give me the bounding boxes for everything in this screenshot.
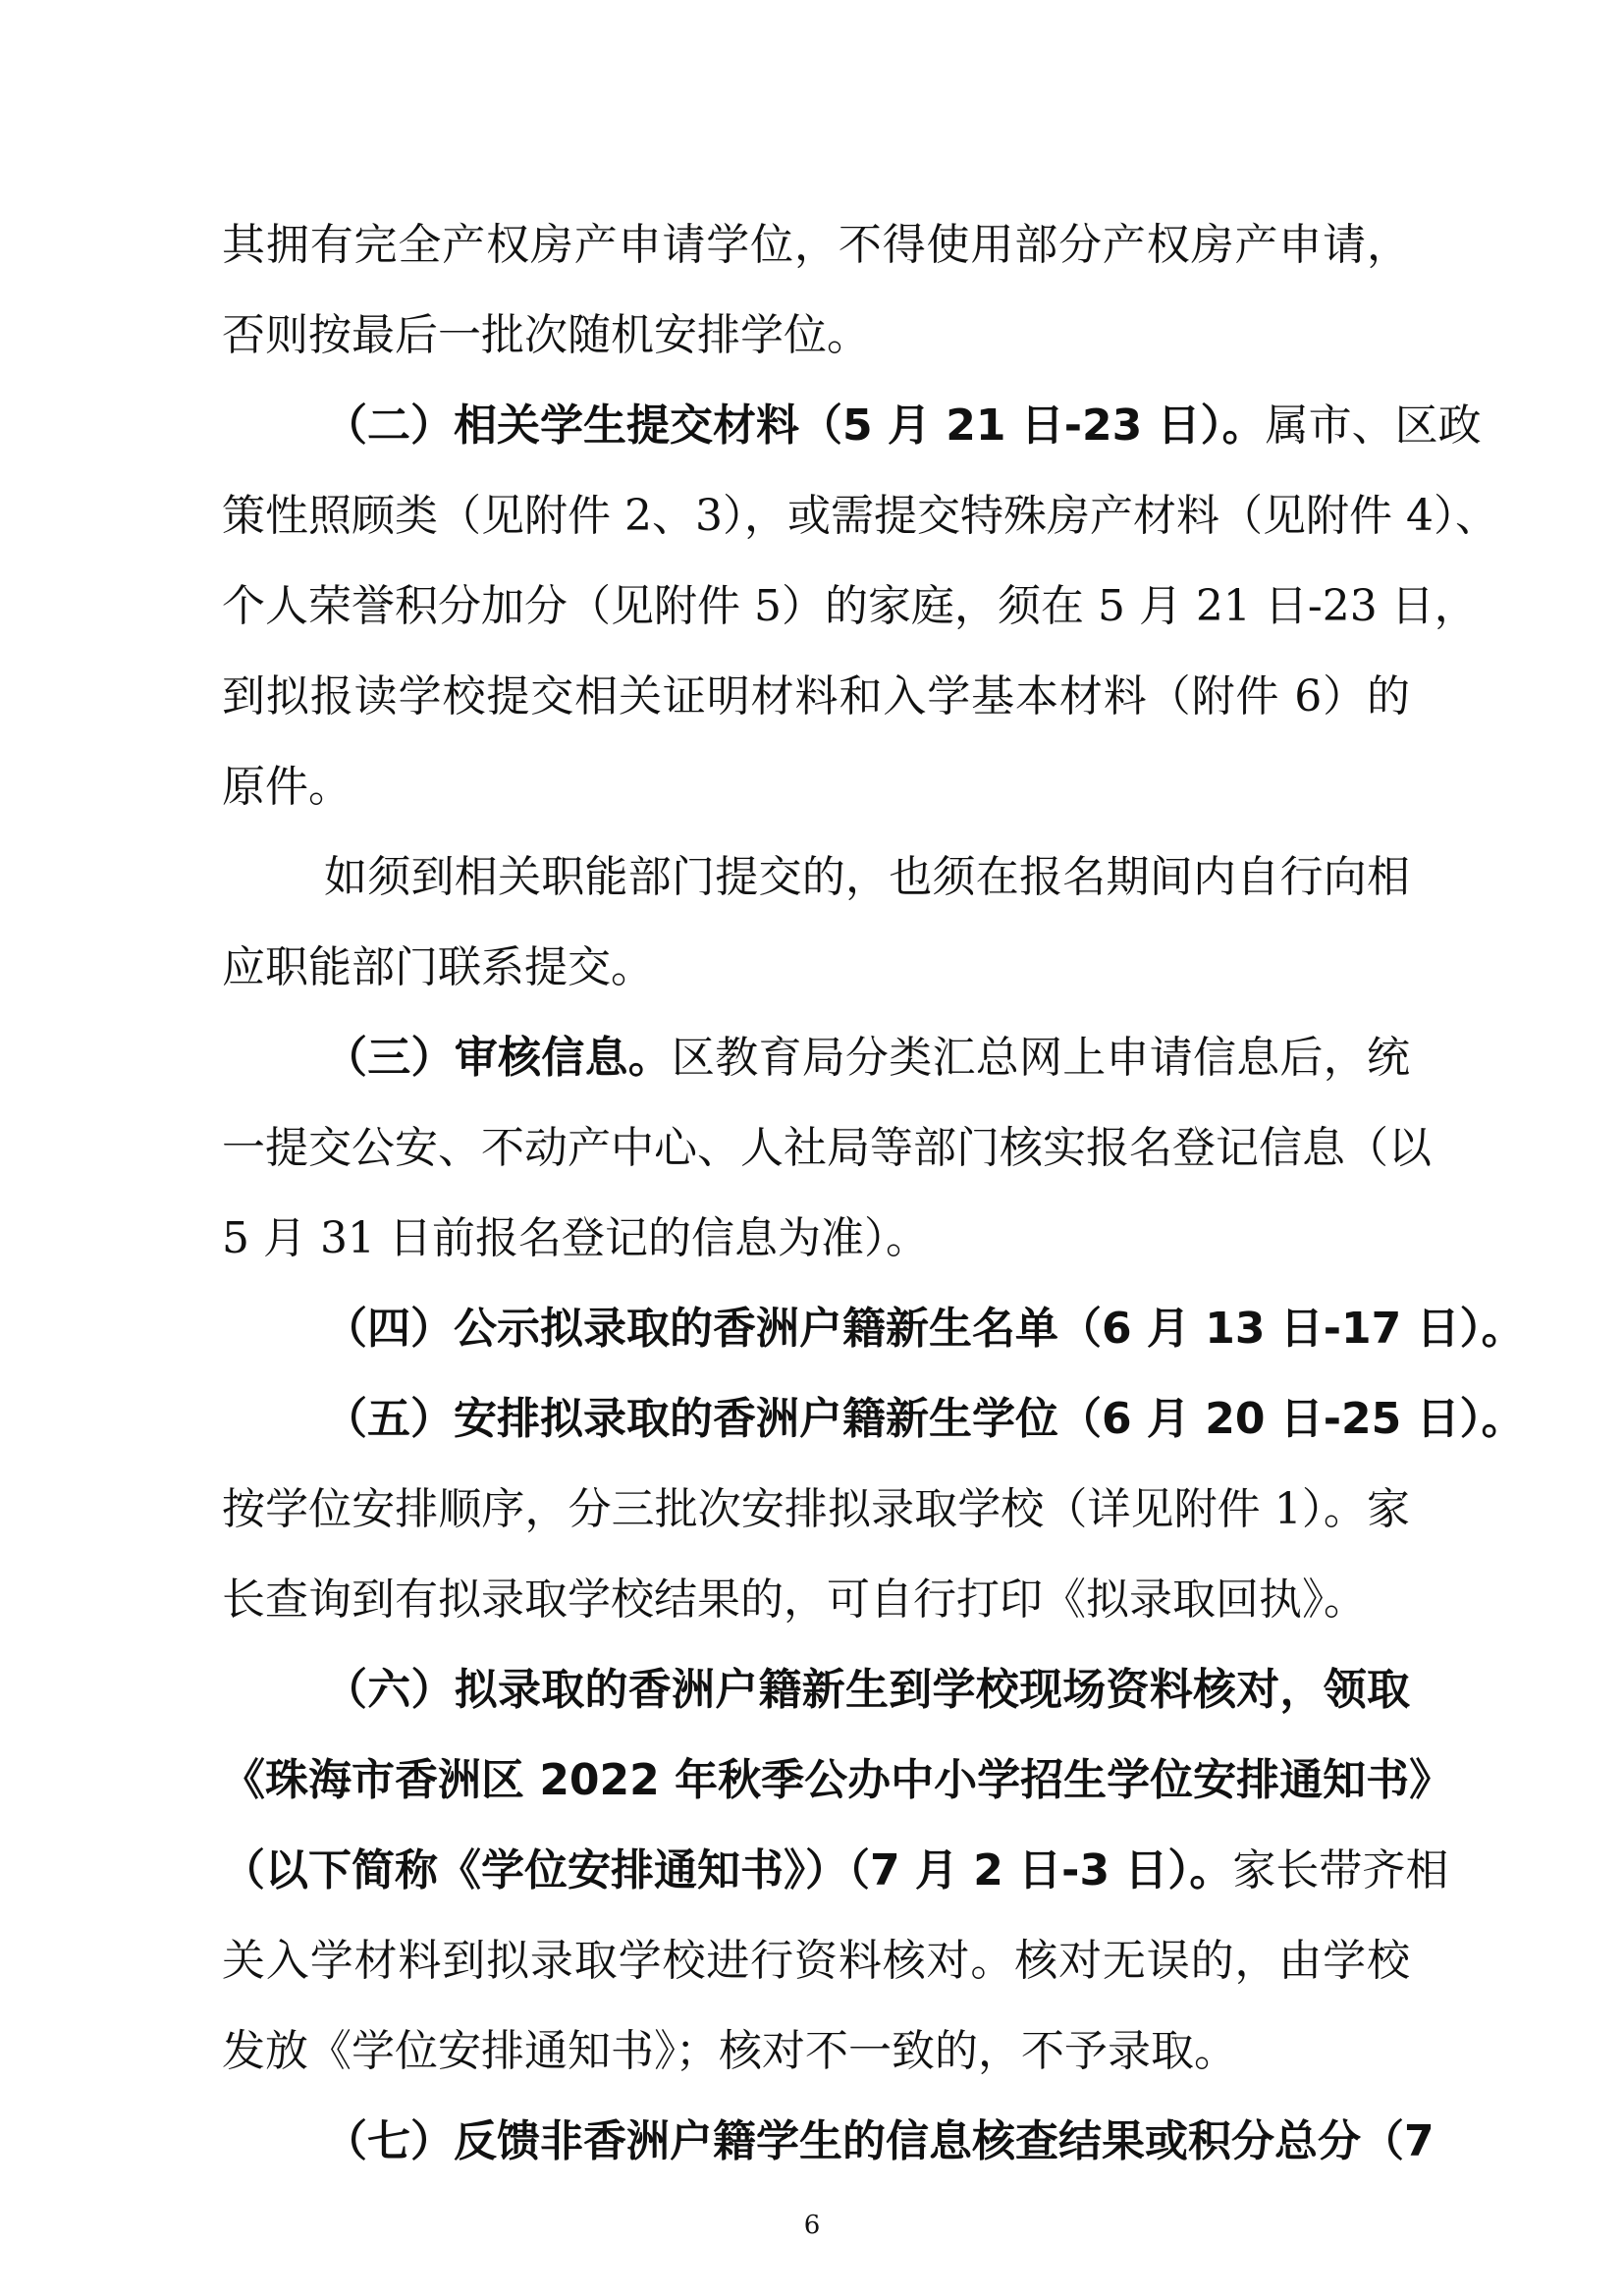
body-line: 长查询到有拟录取学校结果的，可自行打印《拟录取回执》。 (222, 1575, 1367, 1625)
section-6-heading-end: （以下简称《学位安排通知书》）（7 月 2 日-3 日）。 (222, 1845, 1233, 1896)
section-6-text: 家长带齐相 (1232, 1845, 1449, 1896)
body-line: 原件。 (222, 762, 352, 812)
body-line: 一提交公安、不动产中心、人社局等部门核实报名登记信息（以 (222, 1123, 1432, 1173)
body-line: 如须到相关职能部门提交的，也须在报名期间内自行向相 (324, 852, 1410, 902)
section-3-heading: （三）审核信息。 (324, 1033, 672, 1083)
body-line: 到拟报读学校提交相关证明材料和入学基本材料（附件 6）的 (222, 671, 1410, 721)
section-6-line (222, 1843, 1449, 1898)
section-6-heading: （六）拟录取的香洲户籍新生到学校现场资料核对，领取 (324, 1665, 1410, 1715)
body-line: 关入学材料到拟录取学校进行资料核对。核对无误的，由学校 (222, 1936, 1410, 1986)
body-line: 应职能部门联系提交。 (222, 942, 654, 992)
body-line: 5 月 31 日前报名登记的信息为准）。 (222, 1213, 929, 1263)
body-line: 策性照顾类（见附件 2、3），或需提交特殊房产材料（见附件 4）、 (222, 491, 1498, 541)
section-4-heading: （四）公示拟录取的香洲户籍新生名单（6 月 13 日-17 日）。 (324, 1304, 1525, 1354)
body-line: 否则按最后一批次随机安排学位。 (222, 310, 870, 360)
section-5-heading: （五）安排拟录取的香洲户籍新生学位（6 月 20 日-25 日）。 (324, 1394, 1525, 1444)
body-line: 其拥有完全产权房产申请学位，不得使用部分产权房产申请， (222, 220, 1410, 270)
body-line: 发放《学位安排通知书》；核对不一致的，不予录取。 (222, 2026, 1237, 2076)
body-line: 按学位安排顺序，分三批次安排拟录取学校（详见附件 1）。家 (222, 1484, 1410, 1534)
section-2-heading: （二）相关学生提交材料（5 月 21 日-23 日）。 (324, 400, 1266, 451)
section-2-line (324, 399, 1482, 454)
section-2-text: 属市、区政 (1265, 400, 1482, 451)
page-number: 6 (803, 2211, 821, 2240)
body-line: 个人荣誉积分加分（见附件 5）的家庭，须在 5 月 21 日-23 日， (222, 581, 1478, 631)
section-6-heading-cont: 《珠海市香洲区 2022 年秋季公办中小学招生学位安排通知书》 (222, 1755, 1453, 1805)
section-3-text: 区教育局分类汇总网上申请信息后，统 (672, 1033, 1410, 1083)
section-7-heading: （七）反馈非香洲户籍学生的信息核查结果或积分总分（7 (324, 2116, 1435, 2166)
section-3-line (324, 1031, 1410, 1086)
